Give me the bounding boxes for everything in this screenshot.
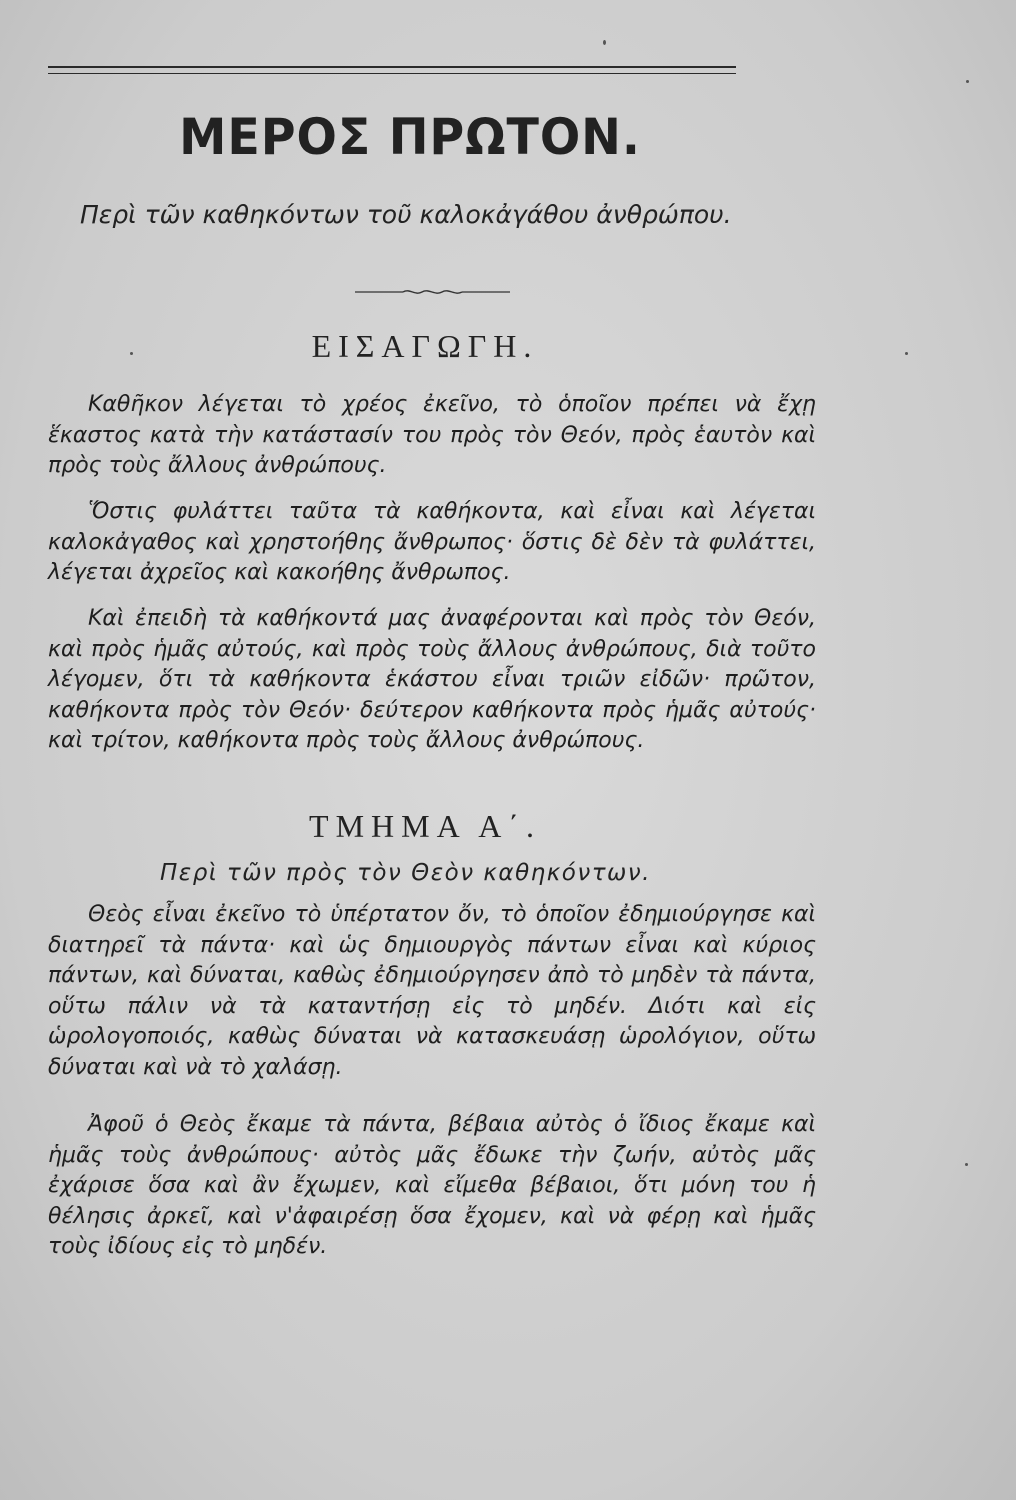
section-heading: ΤΜΗΜΑ Α΄.	[309, 808, 541, 844]
section-paragraph-1	[48, 900, 816, 1083]
intro-paragraph-1	[48, 390, 816, 482]
top-rule	[48, 66, 736, 68]
intro-paragraph-3	[48, 604, 816, 757]
section-paragraph-1-text: Θεὸς εἶναι ἐκεῖνο τὸ ὑπέρτατον ὄν, τὸ ὁποῖον ἐδημιούργησε καὶ διατηρεῖ τὰ πάντα· καὶ ὡς δημιουργὸς πάντων εἶναι καὶ κύριος πάντων, καὶ δύναται, καθὼς ἐδημιούργησεν ἀπὸ τὸ μηδὲν τὰ πάντα, οὕτω πάλιν νὰ τὰ καταντήσῃ εἰς τὸ μηδέν. Διότι καὶ εἰς ὡρολογοποιός, καθὼς δύναται νὰ κατασκευάσῃ ὡρολόγιον, οὕτω δύναται καὶ νὰ τὸ χαλάσῃ.	[48, 902, 816, 1080]
intro-paragraph-1-text: Καθῆκον λέγεται τὸ χρέος ἐκεῖνο, τὸ ὁποῖον πρέπει νὰ ἔχῃ ἕκαστος κατὰ τὴν κατάστασίν του πρὸς τὸν Θεόν, πρὸς ἑαυτὸν καὶ πρὸς τοὺς ἄλλους ἀνθρώπους.	[48, 392, 816, 478]
intro-paragraph-2	[48, 497, 816, 589]
intro-paragraph-3-text: Καὶ ἐπειδὴ τὰ καθήκοντά μας ἀναφέρονται καὶ πρὸς τὸν Θεόν, καὶ πρὸς ἡμᾶς αὐτούς, καὶ πρὸς τοὺς ἄλλους ἀνθρώπους, διὰ τοῦτο λέγομεν, ὅτι τὰ καθήκοντα ἑκάστου εἶναι τριῶν εἰδῶν· πρῶτον, καθήκοντα πρὸς τὸν Θεόν· δεύτερον καθήκοντα πρὸς ἡμᾶς αὐτούς· καὶ τρίτον, καθήκοντα πρὸς τοὺς ἄλλους ἀνθρώπους.	[48, 606, 816, 753]
top-rule-thin	[48, 73, 736, 74]
paper-speck	[965, 1163, 968, 1166]
section-subtitle: Περὶ τῶν πρὸς τὸν Θεὸν καθηκόντων.	[160, 860, 651, 886]
section-paragraph-2-text: Ἀφοῦ ὁ Θεὸς ἔκαμε τὰ πάντα, βέβαια αὐτὸς ὁ ἴδιος ἔκαμε καὶ ἡμᾶς τοὺς ἀνθρώπους· αὐτὸς μᾶς ἔδωκε τὴν ζωήν, αὐτὸς μᾶς ἐχάρισε ὅσα καὶ ἂν ἔχωμεν, καὶ εἴμεθα βέβαιοι, ὅτι μόνη του ἡ θέλησις ἀρκεῖ, καὶ ν'ἀφαιρέσῃ ὅσα ἔχομεν, καὶ νὰ φέρῃ καὶ ἡμᾶς τοὺς ἰδίους εἰς τὸ μηδέν.	[48, 1112, 816, 1259]
part-subtitle: Περὶ τῶν καθηκόντων τοῦ καλοκἀγάθου ἀνθρώπου.	[80, 200, 732, 229]
paper-speck	[905, 352, 908, 355]
section-paragraph-2	[48, 1110, 816, 1263]
paper-speck	[130, 352, 133, 355]
intro-paragraph-2-text: Ὅστις φυλάττει ταῦτα τὰ καθήκοντα, καὶ εἶναι καὶ λέγεται καλοκἀγαθος καὶ χρηστοήθης ἄνθρωπος· ὅστις δὲ δὲν τὰ φυλάττει, λέγεται ἀχρεῖος καὶ κακοήθης ἄνθρωπος.	[48, 499, 816, 585]
paper-speck	[966, 80, 969, 83]
paper-speck	[603, 40, 606, 45]
part-title: ΜΕΡΟΣ ΠΡΩΤΟΝ.	[179, 108, 641, 166]
intro-heading: ΕΙΣΑΓΩΓΗ.	[311, 328, 539, 364]
ornament-divider	[355, 287, 510, 297]
